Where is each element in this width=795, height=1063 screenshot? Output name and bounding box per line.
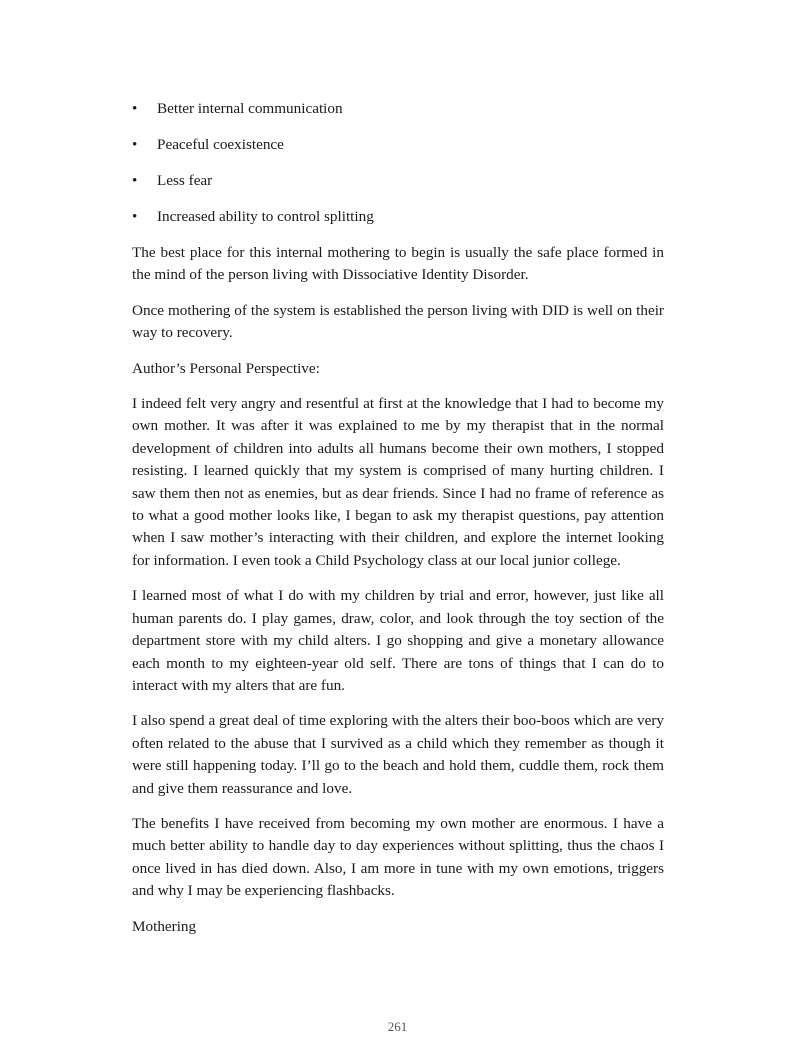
bullet-icon: • (132, 172, 138, 189)
paragraph-safe-place: The best place for this internal mothering to begin is usually the safe place formed in the mind of the person living with Dissociative Identity Disorder. (132, 244, 664, 284)
paragraph-benefits: The benefits I have received from becoming my own mother are enormous. I have a much better ability to handle day to day experiences without splitting, thus the chaos I once lived in has died down. Also, I am more in tune with my own emotions, triggers and why I may be experiencing flashbacks. (132, 814, 664, 900)
list-item (132, 206, 664, 228)
paragraph-trial-and-error: I learned most of what I do with my children by trial and error, however, just like all human parents do. I play games, draw, color, and look through the toy section of the department store with my child alters. I go shopping and give a monetary allowance each month to my eighteen-year old self. There are tons of things that I can do to interact with my alters that are fun. (132, 587, 664, 694)
closing-heading: Mothering (132, 917, 197, 935)
bullet-icon: • (132, 136, 138, 153)
list-item (132, 98, 664, 120)
list-item (132, 134, 664, 156)
paragraph-recovery: Once mothering of the system is established the person living with DID is well on their way to recovery. (132, 301, 664, 342)
bullet-icon: • (132, 208, 138, 225)
page-number: 261 (387, 1019, 408, 1034)
paragraph-becoming-mother: I indeed felt very angry and resentful at first at the knowledge that I had to become my own mother. It was after it was explained to me by my therapist that in the normal development of children into adults all humans become their own mothers, I stopped resisting. I learned quickly that my system is comprised of many hurting children. I saw them then not as enemies, but as dear friends. Since I had no frame of reference as to what a good mother looks like, I began to ask my therapist questions, pay attention when I saw mother’s interacting with their children, and explore the internet looking for information. I even took a Child Psychology class at our local junior college. (132, 395, 664, 569)
list-item (132, 170, 664, 192)
list-item-text: Better internal communication (157, 100, 343, 117)
list-item-text: Less fear (157, 172, 213, 189)
section-heading: Author’s Personal Perspective: (132, 359, 320, 377)
list-item-text: Peaceful coexistence (157, 136, 284, 153)
page-body (132, 98, 664, 951)
benefit-list (132, 98, 664, 228)
bullet-icon: • (132, 100, 138, 117)
list-item-text: Increased ability to control splitting (157, 208, 374, 225)
paragraph-boo-boos: I also spend a great deal of time exploring with the alters their boo-boos which are very often related to the abuse that I survived as a child which they remember as though it were still happening today. I’ll go to the beach and hold them, cuddle them, rock them and give them reassurance and love. (132, 712, 664, 797)
